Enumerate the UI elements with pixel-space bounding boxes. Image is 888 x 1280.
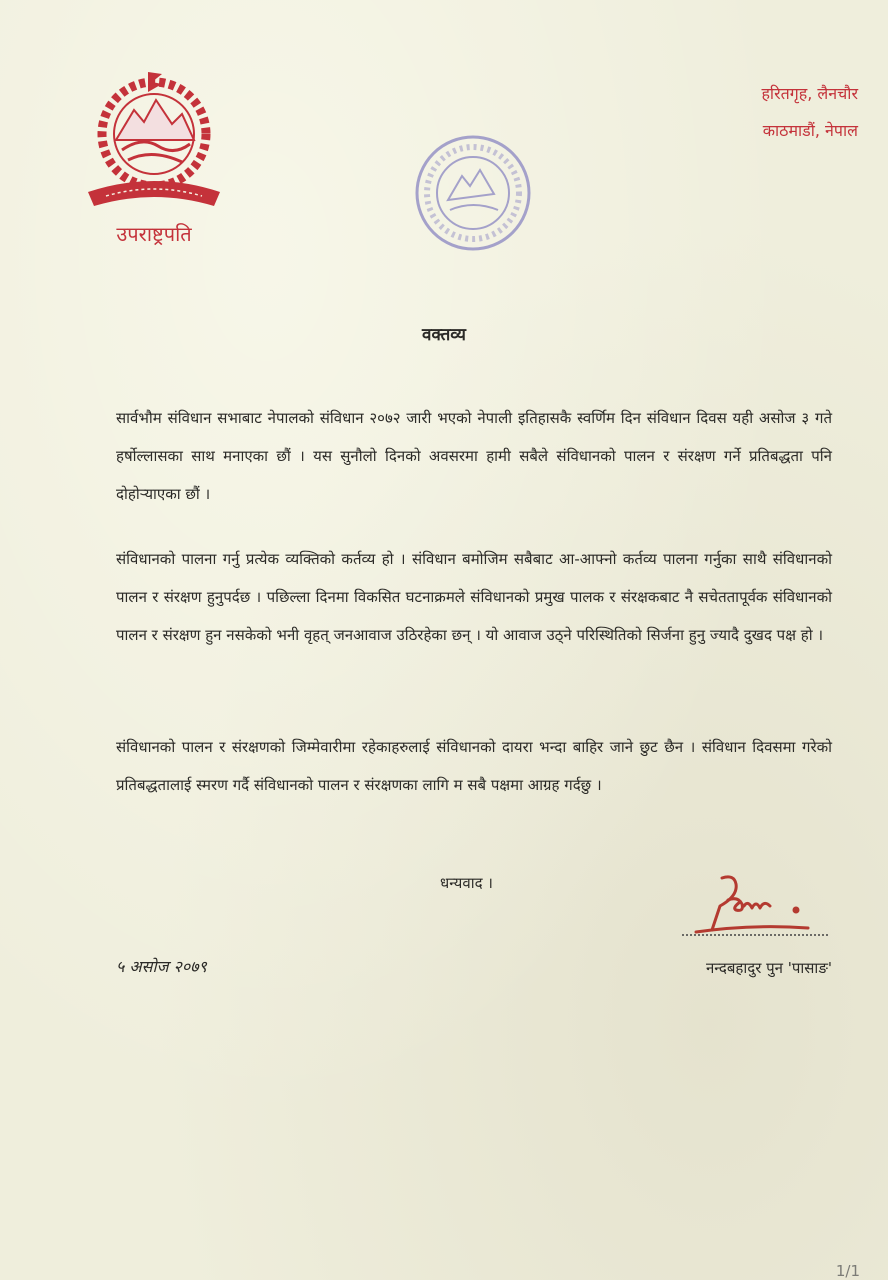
nepal-emblem-icon [82,66,226,214]
office-stamp-icon [410,130,536,256]
signatory-name: नन्दबहादुर पुन 'पासाङ' [705,959,832,977]
paragraph-2: संविधानको पालना गर्नु प्रत्येक व्यक्तिको कर्तव्य हो । संविधान बमोजिम सबैबाट आ-आफ्नो कर्तव्य पालना गर्नुका साथै संविधानको पालन र संरक्षण हुनुपर्दछ । पछिल्ला दिनमा विकसित घटनाक्रमले संविधानको प्रमुख पालक र संरक्षकबाट नै सचेततापूर्वक संविधानको पालन र संरक्षण हुन नसकेको भनी वृहत् जनआवाज उठिरहेका छन् । यो आवाज उठ्ने परिस्थितिको सिर्जना हुनु ज्यादै दुखद पक्ष हो । [116,550,832,644]
thanks-text: धन्यवाद । [440,874,493,892]
paragraph-1: सार्वभौम संविधान सभाबाट नेपालको संविधान २०७२ जारी भएको नेपाली इतिहासकै स्वर्णिम दिन संविधान दिवस यही असोज ३ गते हर्षोल्लासका साथ मनाएका छौं । यस सुनौलो दिनको अवसरमा हामी सबैले संविधानको पालन र संरक्षण गर्ने प्रतिबद्धता पनि दोहोऱ्याएका छौं । [116,409,832,503]
signature-icon [692,870,814,938]
paragraph-3: संविधानको पालन र संरक्षणको जिम्मेवारीमा रहेकाहरुलाई संविधानको दायरा भन्दा बाहिर जाने छुट छैन । संविधान दिवसमा गरेको प्रतिबद्धतालाई स्मरण गर्दै संविधानको पालन र संरक्षणका लागि म सबै पक्षमा आग्रह गर्दछु । [116,738,832,794]
letter-date: ५ असोज २०७९ [116,957,207,976]
page-number: 1/1 [835,1262,860,1280]
office-label: उपराष्ट्रपति [116,222,192,246]
signature-line [682,934,828,936]
address-line-1: हरितगृह, लैनचौर [761,84,858,103]
address-line-2: काठमाडौं, नेपाल [762,121,858,140]
document-title: वक्तव्य [422,325,466,345]
